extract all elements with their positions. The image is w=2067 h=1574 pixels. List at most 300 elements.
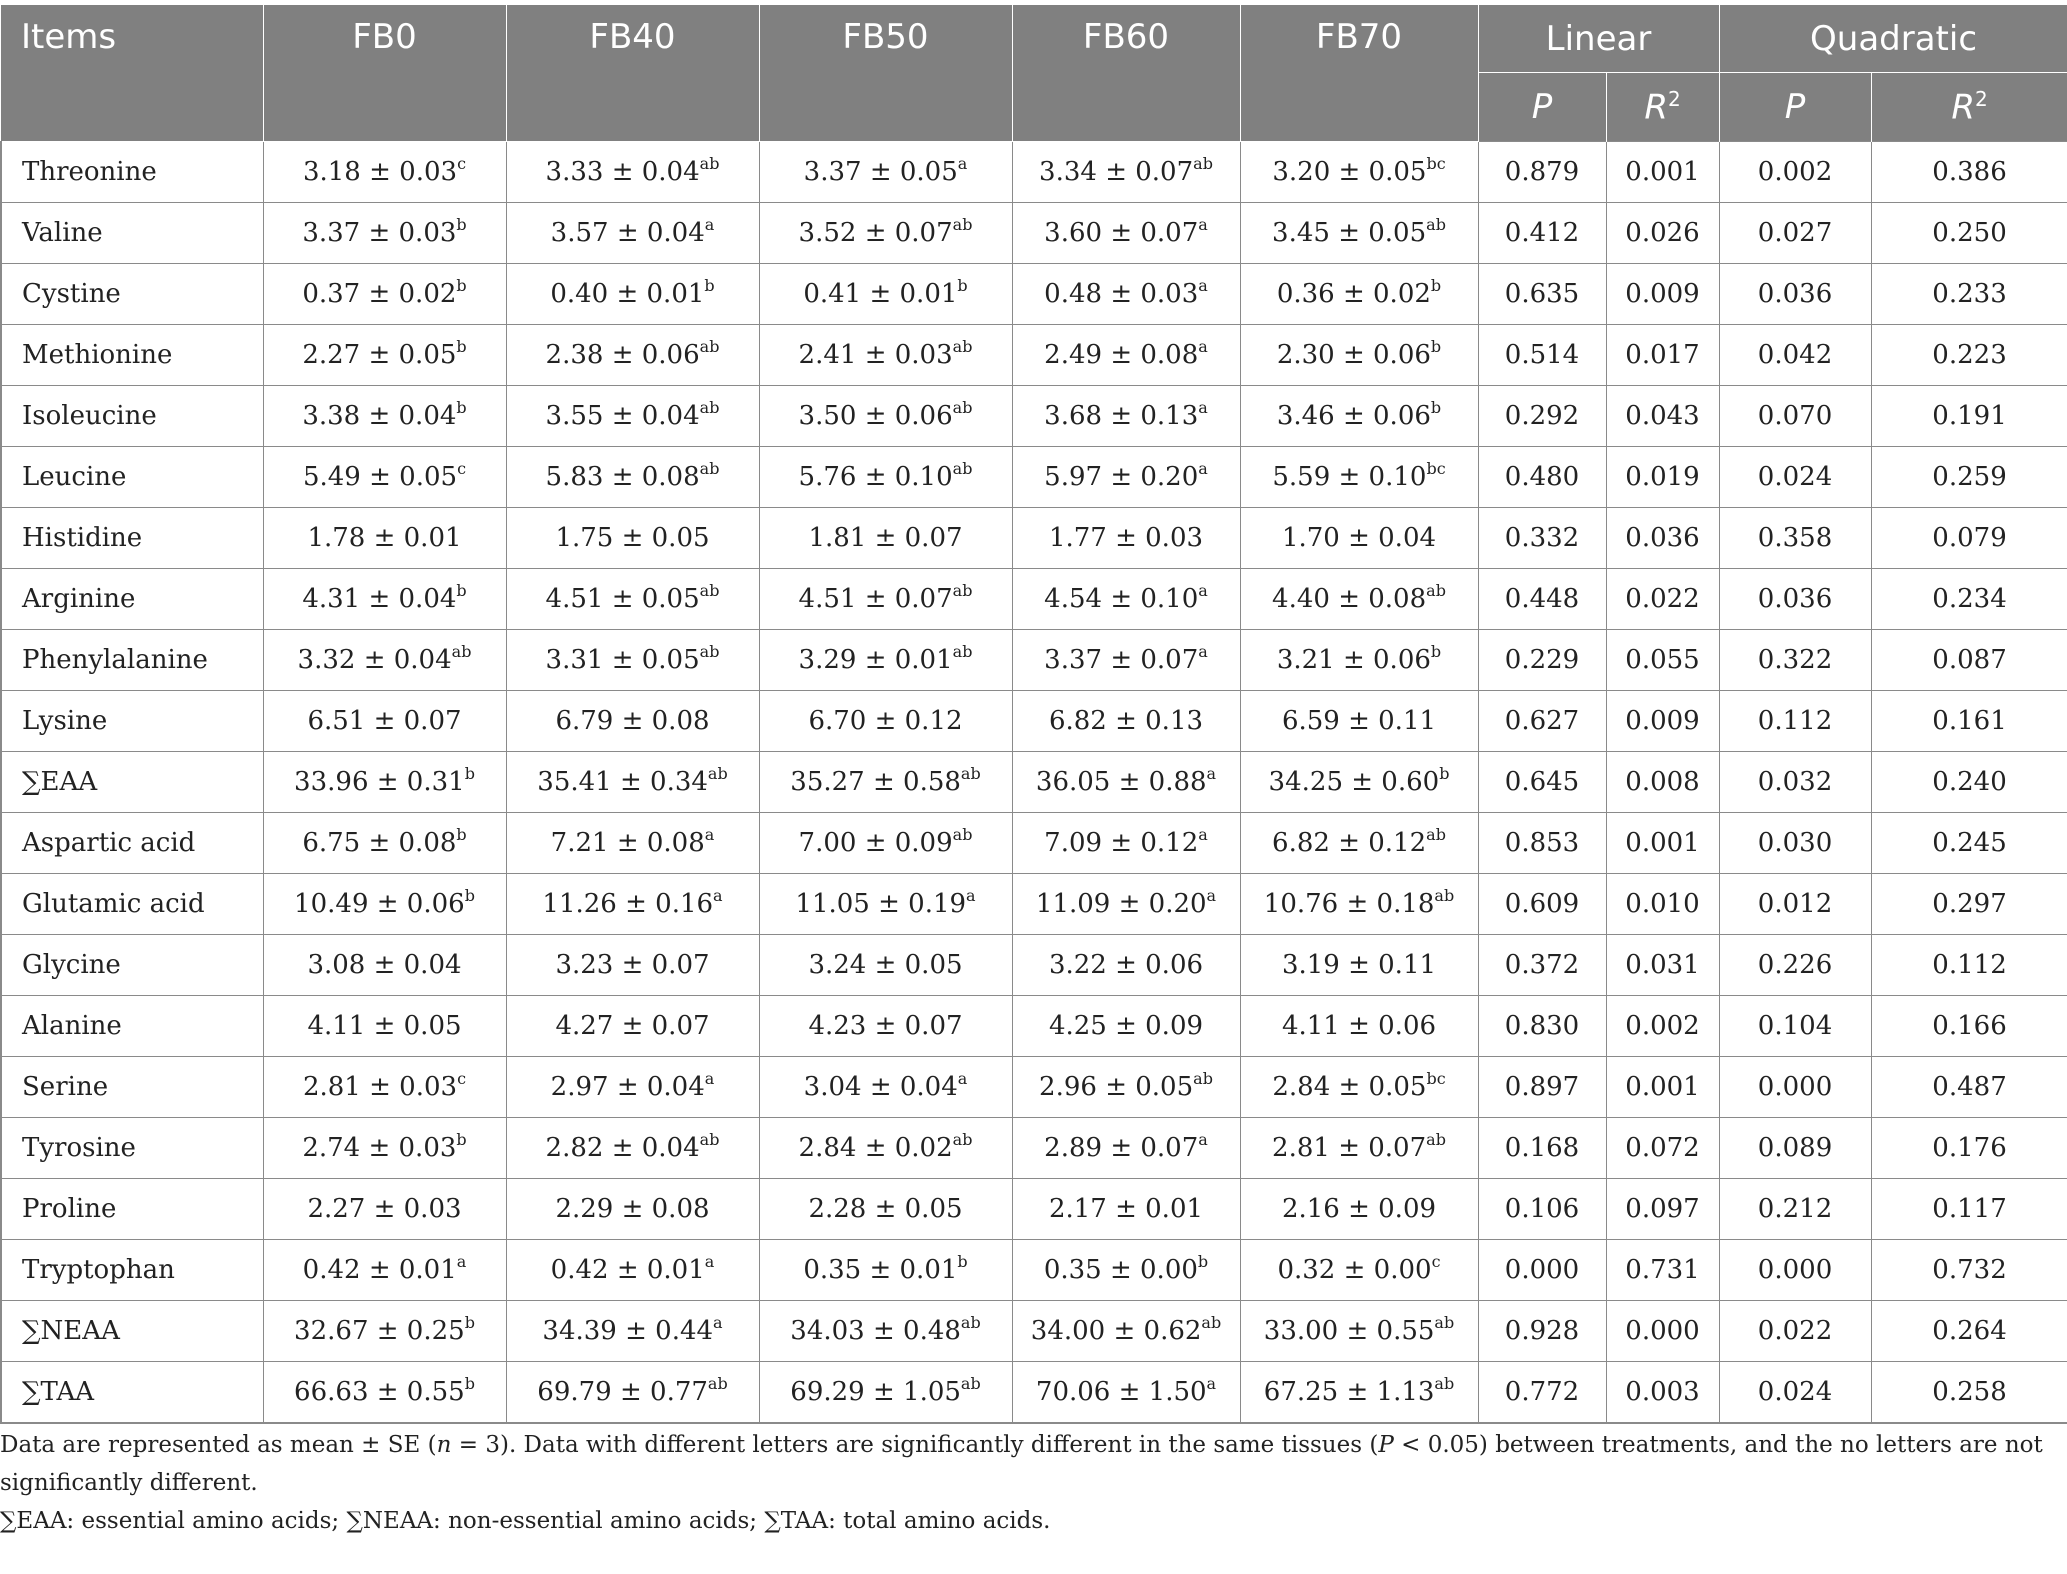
treatment-value-cell: 4.11 ± 0.05 <box>263 996 506 1057</box>
significance-letter: b <box>464 886 475 905</box>
table-row <box>1 447 2067 508</box>
treatment-value-cell: 3.57 ± 0.04$^a$ <box>506 203 759 264</box>
treatment-value-cell: 3.46 ± 0.06$^b$ <box>1240 386 1478 447</box>
row-item-label: Methionine <box>1 325 263 386</box>
stat-lp-cell: 0.168 <box>1478 1118 1606 1179</box>
treatment-value-cell: 2.49 ± 0.08$^a$ <box>1012 325 1240 386</box>
table-row <box>1 1301 2067 1362</box>
treatment-value-cell: 11.05 ± 0.19$^a$ <box>759 874 1012 935</box>
significance-letter: a <box>1198 642 1208 661</box>
row-item-label: Tyrosine <box>1 1118 263 1179</box>
significance-letter: ab <box>952 581 973 600</box>
stat-lr2-cell: 0.097 <box>1606 1179 1719 1240</box>
table-row <box>1 325 2067 386</box>
significance-letter: a <box>1206 764 1217 783</box>
stat-lr2-cell: 0.001 <box>1606 142 1719 203</box>
treatment-value-cell: 2.84 ± 0.05$^{bc}$ <box>1240 1057 1478 1118</box>
table-row <box>1 874 2067 935</box>
treatment-value-cell: 4.27 ± 0.07 <box>506 996 759 1057</box>
significance-letter: a <box>456 1252 467 1271</box>
table-row <box>1 142 2067 203</box>
treatment-value-cell: 5.59 ± 0.10$^{bc}$ <box>1240 447 1478 508</box>
significance-letter: ab <box>699 337 720 356</box>
treatment-value-cell: 3.22 ± 0.06 <box>1012 935 1240 996</box>
table-row <box>1 691 2067 752</box>
stat-qr2-cell: 0.223 <box>1871 325 2067 386</box>
treatment-value-cell: 3.32 ± 0.04$^{ab}$ <box>263 630 506 691</box>
treatment-value-cell: 3.37 ± 0.07$^a$ <box>1012 630 1240 691</box>
significance-letter: a <box>1198 459 1208 478</box>
significance-letter: ab <box>1426 825 1446 844</box>
significance-letter: ab <box>1434 1374 1455 1393</box>
significance-letter: a <box>713 1313 723 1332</box>
treatment-value-cell: 3.20 ± 0.05$^{bc}$ <box>1240 142 1478 203</box>
header-fb50: FB50 <box>759 5 1012 142</box>
header-fb60: FB60 <box>1012 5 1240 142</box>
significance-letter: ab <box>707 1374 728 1393</box>
significance-letter: ab <box>1426 215 1446 234</box>
significance-letter: ab <box>699 398 720 417</box>
stat-lp-cell: 0.609 <box>1478 874 1606 935</box>
treatment-value-cell: 3.21 ± 0.06$^b$ <box>1240 630 1478 691</box>
stat-lp-cell: 0.292 <box>1478 386 1606 447</box>
significance-letter: ab <box>699 642 720 661</box>
treatment-value-cell: 3.37 ± 0.05$^a$ <box>759 142 1012 203</box>
row-item-label: Phenylalanine <box>1 630 263 691</box>
stat-qr2-cell: 0.176 <box>1871 1118 2067 1179</box>
treatment-value-cell: 0.35 ± 0.01$^b$ <box>759 1240 1012 1301</box>
significance-letter: b <box>1439 764 1450 783</box>
treatment-value-cell: 3.45 ± 0.05$^{ab}$ <box>1240 203 1478 264</box>
significance-letter: b <box>456 581 467 600</box>
stat-qp-cell: 0.036 <box>1719 569 1871 630</box>
treatment-value-cell: 0.36 ± 0.02$^b$ <box>1240 264 1478 325</box>
stat-qr2-cell: 0.087 <box>1871 630 2067 691</box>
significance-letter: ab <box>952 1130 973 1149</box>
significance-letter: ab <box>960 764 981 783</box>
significance-letter: bc <box>1426 1069 1446 1088</box>
treatment-value-cell: 3.29 ± 0.01$^{ab}$ <box>759 630 1012 691</box>
treatment-value-cell: 2.89 ± 0.07$^a$ <box>1012 1118 1240 1179</box>
table-row <box>1 264 2067 325</box>
stat-lr2-cell: 0.055 <box>1606 630 1719 691</box>
stat-qr2-cell: 0.161 <box>1871 691 2067 752</box>
treatment-value-cell: 3.55 ± 0.04$^{ab}$ <box>506 386 759 447</box>
row-item-label: Serine <box>1 1057 263 1118</box>
stat-lp-cell: 0.480 <box>1478 447 1606 508</box>
treatment-value-cell: 2.81 ± 0.03$^c$ <box>263 1057 506 1118</box>
significance-letter: b <box>1430 642 1442 661</box>
stat-qp-cell: 0.022 <box>1719 1301 1871 1362</box>
treatment-value-cell: 35.41 ± 0.34$^{ab}$ <box>506 752 759 813</box>
stat-lr2-cell: 0.001 <box>1606 813 1719 874</box>
header-quadratic-r2: $R^2$ <box>1871 73 2067 142</box>
row-item-label: ∑TAA <box>1 1362 263 1424</box>
treatment-value-cell: 2.41 ± 0.03$^{ab}$ <box>759 325 1012 386</box>
treatment-value-cell: 3.52 ± 0.07$^{ab}$ <box>759 203 1012 264</box>
stat-lp-cell: 0.928 <box>1478 1301 1606 1362</box>
stat-lr2-cell: 0.009 <box>1606 691 1719 752</box>
stat-lp-cell: 0.830 <box>1478 996 1606 1057</box>
stat-lp-cell: 0.879 <box>1478 142 1606 203</box>
header-fb70: FB70 <box>1240 5 1478 142</box>
treatment-value-cell: 0.48 ± 0.03$^a$ <box>1012 264 1240 325</box>
significance-letter: a <box>957 154 968 173</box>
row-item-label: Isoleucine <box>1 386 263 447</box>
treatment-value-cell: 0.32 ± 0.00$^c$ <box>1240 1240 1478 1301</box>
treatment-value-cell: 2.17 ± 0.01 <box>1012 1179 1240 1240</box>
stat-lp-cell: 0.000 <box>1478 1240 1606 1301</box>
table-header <box>1 5 2067 142</box>
stat-lp-cell: 0.372 <box>1478 935 1606 996</box>
significance-letter: ab <box>952 642 973 661</box>
header-fb0: FB0 <box>263 5 506 142</box>
significance-letter: b <box>1197 1252 1209 1271</box>
stat-lr2-cell: 0.036 <box>1606 508 1719 569</box>
treatment-value-cell: 33.96 ± 0.31$^b$ <box>263 752 506 813</box>
stat-lr2-cell: 0.000 <box>1606 1301 1719 1362</box>
significance-letter: a <box>1206 1374 1217 1393</box>
treatment-value-cell: 3.23 ± 0.07 <box>506 935 759 996</box>
row-item-label: Lysine <box>1 691 263 752</box>
treatment-value-cell: 6.82 ± 0.13 <box>1012 691 1240 752</box>
significance-letter: ab <box>699 459 720 478</box>
table-row <box>1 508 2067 569</box>
stat-qr2-cell: 0.079 <box>1871 508 2067 569</box>
header-items: Items <box>1 5 263 142</box>
treatment-value-cell: 10.76 ± 0.18$^{ab}$ <box>1240 874 1478 935</box>
row-item-label: Arginine <box>1 569 263 630</box>
stat-qr2-cell: 0.245 <box>1871 813 2067 874</box>
significance-letter: a <box>713 886 723 905</box>
treatment-value-cell: 3.08 ± 0.04 <box>263 935 506 996</box>
header-linear-p: P <box>1478 73 1606 142</box>
treatment-value-cell: 34.39 ± 0.44$^a$ <box>506 1301 759 1362</box>
treatment-value-cell: 10.49 ± 0.06$^b$ <box>263 874 506 935</box>
treatment-value-cell: 2.27 ± 0.03 <box>263 1179 506 1240</box>
footnote-line-2: ∑EAA: essential amino acids; ∑NEAA: non-essential amino acids; ∑TAA: total amino acids. <box>0 1508 1051 1534</box>
table-container <box>0 5 2067 1424</box>
treatment-value-cell: 3.19 ± 0.11 <box>1240 935 1478 996</box>
significance-letter: b <box>1430 276 1442 295</box>
stat-lr2-cell: 0.026 <box>1606 203 1719 264</box>
treatment-value-cell: 2.82 ± 0.04$^{ab}$ <box>506 1118 759 1179</box>
stat-lr2-cell: 0.001 <box>1606 1057 1719 1118</box>
header-linear: Linear <box>1478 5 1719 73</box>
treatment-value-cell: 66.63 ± 0.55$^b$ <box>263 1362 506 1424</box>
treatment-value-cell: 6.51 ± 0.07 <box>263 691 506 752</box>
treatment-value-cell: 69.29 ± 1.05$^{ab}$ <box>759 1362 1012 1424</box>
stat-lr2-cell: 0.072 <box>1606 1118 1719 1179</box>
significance-letter: c <box>457 1069 467 1088</box>
significance-letter: b <box>464 1374 475 1393</box>
significance-letter: ab <box>960 1313 981 1332</box>
treatment-value-cell: 6.70 ± 0.12 <box>759 691 1012 752</box>
significance-letter: c <box>457 459 467 478</box>
stat-lp-cell: 0.772 <box>1478 1362 1606 1424</box>
stat-lp-cell: 0.627 <box>1478 691 1606 752</box>
treatment-value-cell: 3.04 ± 0.04$^a$ <box>759 1057 1012 1118</box>
treatment-value-cell: 33.00 ± 0.55$^{ab}$ <box>1240 1301 1478 1362</box>
table-row <box>1 386 2067 447</box>
treatment-value-cell: 3.68 ± 0.13$^a$ <box>1012 386 1240 447</box>
stat-qp-cell: 0.042 <box>1719 325 1871 386</box>
table-row <box>1 752 2067 813</box>
table-row <box>1 1240 2067 1301</box>
stat-lp-cell: 0.853 <box>1478 813 1606 874</box>
table-row <box>1 569 2067 630</box>
treatment-value-cell: 0.40 ± 0.01$^b$ <box>506 264 759 325</box>
treatment-value-cell: 6.82 ± 0.12$^{ab}$ <box>1240 813 1478 874</box>
stat-qr2-cell: 0.233 <box>1871 264 2067 325</box>
stat-qr2-cell: 0.166 <box>1871 996 2067 1057</box>
treatment-value-cell: 5.76 ± 0.10$^{ab}$ <box>759 447 1012 508</box>
treatment-value-cell: 2.96 ± 0.05$^{ab}$ <box>1012 1057 1240 1118</box>
stat-qp-cell: 0.212 <box>1719 1179 1871 1240</box>
treatment-value-cell: 3.60 ± 0.07$^a$ <box>1012 203 1240 264</box>
significance-letter: ab <box>707 764 728 783</box>
treatment-value-cell: 3.18 ± 0.03$^c$ <box>263 142 506 203</box>
row-item-label: Aspartic acid <box>1 813 263 874</box>
row-item-label: Threonine <box>1 142 263 203</box>
significance-letter: a <box>704 825 715 844</box>
table-row <box>1 935 2067 996</box>
significance-letter: ab <box>952 398 973 417</box>
significance-letter: a <box>704 1252 715 1271</box>
treatment-value-cell: 67.25 ± 1.13$^{ab}$ <box>1240 1362 1478 1424</box>
table-row <box>1 630 2067 691</box>
row-item-label: Glutamic acid <box>1 874 263 935</box>
significance-letter: b <box>1430 337 1442 356</box>
treatment-value-cell: 6.79 ± 0.08 <box>506 691 759 752</box>
stat-lp-cell: 0.514 <box>1478 325 1606 386</box>
stat-lr2-cell: 0.010 <box>1606 874 1719 935</box>
stat-lr2-cell: 0.022 <box>1606 569 1719 630</box>
stat-lr2-cell: 0.043 <box>1606 386 1719 447</box>
treatment-value-cell: 3.34 ± 0.07$^{ab}$ <box>1012 142 1240 203</box>
significance-letter: ab <box>952 825 973 844</box>
stat-qr2-cell: 0.259 <box>1871 447 2067 508</box>
treatment-value-cell: 4.31 ± 0.04$^b$ <box>263 569 506 630</box>
stat-qp-cell: 0.024 <box>1719 1362 1871 1424</box>
treatment-value-cell: 0.37 ± 0.02$^b$ <box>263 264 506 325</box>
stat-qr2-cell: 0.386 <box>1871 142 2067 203</box>
stat-qp-cell: 0.030 <box>1719 813 1871 874</box>
table-body <box>1 142 2067 1424</box>
significance-letter: b <box>957 1252 968 1271</box>
stat-lr2-cell: 0.731 <box>1606 1240 1719 1301</box>
table-row <box>1 996 2067 1057</box>
significance-letter: ab <box>699 154 720 173</box>
stat-lr2-cell: 0.031 <box>1606 935 1719 996</box>
stat-qr2-cell: 0.117 <box>1871 1179 2067 1240</box>
stat-qp-cell: 0.027 <box>1719 203 1871 264</box>
table-row <box>1 203 2067 264</box>
treatment-value-cell: 3.50 ± 0.06$^{ab}$ <box>759 386 1012 447</box>
stat-lr2-cell: 0.019 <box>1606 447 1719 508</box>
significance-letter: ab <box>1201 1313 1222 1332</box>
stat-lr2-cell: 0.002 <box>1606 996 1719 1057</box>
row-item-label: Glycine <box>1 935 263 996</box>
stat-qp-cell: 0.104 <box>1719 996 1871 1057</box>
table-row <box>1 1118 2067 1179</box>
stat-lp-cell: 0.106 <box>1478 1179 1606 1240</box>
treatment-value-cell: 4.25 ± 0.09 <box>1012 996 1240 1057</box>
stat-lp-cell: 0.332 <box>1478 508 1606 569</box>
stat-qp-cell: 0.089 <box>1719 1118 1871 1179</box>
significance-letter: b <box>464 764 475 783</box>
treatment-value-cell: 5.49 ± 0.05$^c$ <box>263 447 506 508</box>
stat-lp-cell: 0.645 <box>1478 752 1606 813</box>
significance-letter: ab <box>960 1374 981 1393</box>
treatment-value-cell: 2.28 ± 0.05 <box>759 1179 1012 1240</box>
stat-qp-cell: 0.002 <box>1719 142 1871 203</box>
table-row <box>1 813 2067 874</box>
significance-letter: bc <box>1426 459 1446 478</box>
significance-letter: a <box>704 215 715 234</box>
significance-letter: b <box>456 276 467 295</box>
significance-letter: a <box>1198 215 1208 234</box>
significance-letter: ab <box>1426 1130 1446 1149</box>
table-row <box>1 1179 2067 1240</box>
significance-letter: ab <box>1434 886 1455 905</box>
treatment-value-cell: 2.84 ± 0.02$^{ab}$ <box>759 1118 1012 1179</box>
significance-letter: ab <box>1434 1313 1455 1332</box>
stat-qr2-cell: 0.732 <box>1871 1240 2067 1301</box>
treatment-value-cell: 34.25 ± 0.60$^b$ <box>1240 752 1478 813</box>
stat-qp-cell: 0.226 <box>1719 935 1871 996</box>
row-item-label: Cystine <box>1 264 263 325</box>
treatment-value-cell: 36.05 ± 0.88$^a$ <box>1012 752 1240 813</box>
stat-qp-cell: 0.032 <box>1719 752 1871 813</box>
stat-qr2-cell: 0.264 <box>1871 1301 2067 1362</box>
significance-letter: a <box>704 1069 715 1088</box>
row-item-label: Valine <box>1 203 263 264</box>
stat-qp-cell: 0.024 <box>1719 447 1871 508</box>
significance-letter: b <box>456 215 467 234</box>
treatment-value-cell: 1.70 ± 0.04 <box>1240 508 1478 569</box>
treatment-value-cell: 0.42 ± 0.01$^a$ <box>506 1240 759 1301</box>
significance-letter: b <box>1430 398 1442 417</box>
stat-qr2-cell: 0.250 <box>1871 203 2067 264</box>
significance-letter: a <box>1198 276 1208 295</box>
treatment-value-cell: 34.03 ± 0.48$^{ab}$ <box>759 1301 1012 1362</box>
treatment-value-cell: 4.51 ± 0.07$^{ab}$ <box>759 569 1012 630</box>
significance-letter: ab <box>952 459 973 478</box>
treatment-value-cell: 7.21 ± 0.08$^a$ <box>506 813 759 874</box>
significance-letter: ab <box>699 581 720 600</box>
treatment-value-cell: 4.11 ± 0.06 <box>1240 996 1478 1057</box>
treatment-value-cell: 2.16 ± 0.09 <box>1240 1179 1478 1240</box>
treatment-value-cell: 2.97 ± 0.04$^a$ <box>506 1057 759 1118</box>
header-linear-r2: $R^2$ <box>1606 73 1719 142</box>
significance-letter: b <box>456 398 467 417</box>
treatment-value-cell: 0.41 ± 0.01$^b$ <box>759 264 1012 325</box>
treatment-value-cell: 4.40 ± 0.08$^{ab}$ <box>1240 569 1478 630</box>
treatment-value-cell: 6.75 ± 0.08$^b$ <box>263 813 506 874</box>
stat-lr2-cell: 0.009 <box>1606 264 1719 325</box>
treatment-value-cell: 1.77 ± 0.03 <box>1012 508 1240 569</box>
significance-letter: bc <box>1426 154 1446 173</box>
row-item-label: Histidine <box>1 508 263 569</box>
treatment-value-cell: 7.00 ± 0.09$^{ab}$ <box>759 813 1012 874</box>
stat-qp-cell: 0.000 <box>1719 1057 1871 1118</box>
significance-letter: ab <box>451 642 472 661</box>
significance-letter: b <box>456 1130 467 1149</box>
significance-letter: ab <box>952 215 973 234</box>
footnote-line-1: Data are represented as mean ± SE (n = 3). Data with different letters are significantly different in the same tissues (P < 0.05) between treatments, and the no letters are not significantly different. <box>0 1432 2043 1496</box>
significance-letter: ab <box>1193 154 1213 173</box>
significance-letter: b <box>464 1313 475 1332</box>
significance-letter: a <box>966 886 976 905</box>
stat-qr2-cell: 0.112 <box>1871 935 2067 996</box>
treatment-value-cell: 3.31 ± 0.05$^{ab}$ <box>506 630 759 691</box>
treatment-value-cell: 4.23 ± 0.07 <box>759 996 1012 1057</box>
stat-qp-cell: 0.112 <box>1719 691 1871 752</box>
stat-lp-cell: 0.635 <box>1478 264 1606 325</box>
treatment-value-cell: 3.24 ± 0.05 <box>759 935 1012 996</box>
treatment-value-cell: 2.30 ± 0.06$^b$ <box>1240 325 1478 386</box>
treatment-value-cell: 2.27 ± 0.05$^b$ <box>263 325 506 386</box>
stat-qp-cell: 0.036 <box>1719 264 1871 325</box>
stat-lr2-cell: 0.003 <box>1606 1362 1719 1424</box>
header-fb40: FB40 <box>506 5 759 142</box>
significance-letter: ab <box>699 1130 720 1149</box>
treatment-value-cell: 1.75 ± 0.05 <box>506 508 759 569</box>
stat-qr2-cell: 0.240 <box>1871 752 2067 813</box>
significance-letter: a <box>1198 337 1208 356</box>
treatment-value-cell: 2.81 ± 0.07$^{ab}$ <box>1240 1118 1478 1179</box>
significance-letter: a <box>1198 825 1208 844</box>
treatment-value-cell: 2.29 ± 0.08 <box>506 1179 759 1240</box>
treatment-value-cell: 4.54 ± 0.10$^a$ <box>1012 569 1240 630</box>
significance-letter: ab <box>952 337 973 356</box>
treatment-value-cell: 34.00 ± 0.62$^{ab}$ <box>1012 1301 1240 1362</box>
stat-lp-cell: 0.448 <box>1478 569 1606 630</box>
stat-qp-cell: 0.322 <box>1719 630 1871 691</box>
stat-qr2-cell: 0.297 <box>1871 874 2067 935</box>
treatment-value-cell: 2.38 ± 0.06$^{ab}$ <box>506 325 759 386</box>
significance-letter: ab <box>1193 1069 1213 1088</box>
stat-qp-cell: 0.012 <box>1719 874 1871 935</box>
row-item-label: ∑EAA <box>1 752 263 813</box>
significance-letter: b <box>456 337 467 356</box>
stat-qr2-cell: 0.487 <box>1871 1057 2067 1118</box>
significance-letter: c <box>1431 1252 1441 1271</box>
table-footnote <box>0 1426 2067 1540</box>
treatment-value-cell: 35.27 ± 0.58$^{ab}$ <box>759 752 1012 813</box>
treatment-value-cell: 32.67 ± 0.25$^b$ <box>263 1301 506 1362</box>
treatment-value-cell: 5.83 ± 0.08$^{ab}$ <box>506 447 759 508</box>
treatment-value-cell: 3.37 ± 0.03$^b$ <box>263 203 506 264</box>
header-quadratic: Quadratic <box>1719 5 2067 73</box>
significance-letter: b <box>957 276 968 295</box>
treatment-value-cell: 0.35 ± 0.00$^b$ <box>1012 1240 1240 1301</box>
row-item-label: Leucine <box>1 447 263 508</box>
table-row <box>1 1057 2067 1118</box>
treatment-value-cell: 69.79 ± 0.77$^{ab}$ <box>506 1362 759 1424</box>
stat-lp-cell: 0.897 <box>1478 1057 1606 1118</box>
header-quadratic-p: P <box>1719 73 1871 142</box>
stat-lp-cell: 0.412 <box>1478 203 1606 264</box>
treatment-value-cell: 0.42 ± 0.01$^a$ <box>263 1240 506 1301</box>
treatment-value-cell: 2.74 ± 0.03$^b$ <box>263 1118 506 1179</box>
treatment-value-cell: 11.26 ± 0.16$^a$ <box>506 874 759 935</box>
row-item-label: ∑NEAA <box>1 1301 263 1362</box>
treatment-value-cell: 3.38 ± 0.04$^b$ <box>263 386 506 447</box>
stat-qp-cell: 0.000 <box>1719 1240 1871 1301</box>
row-item-label: Alanine <box>1 996 263 1057</box>
